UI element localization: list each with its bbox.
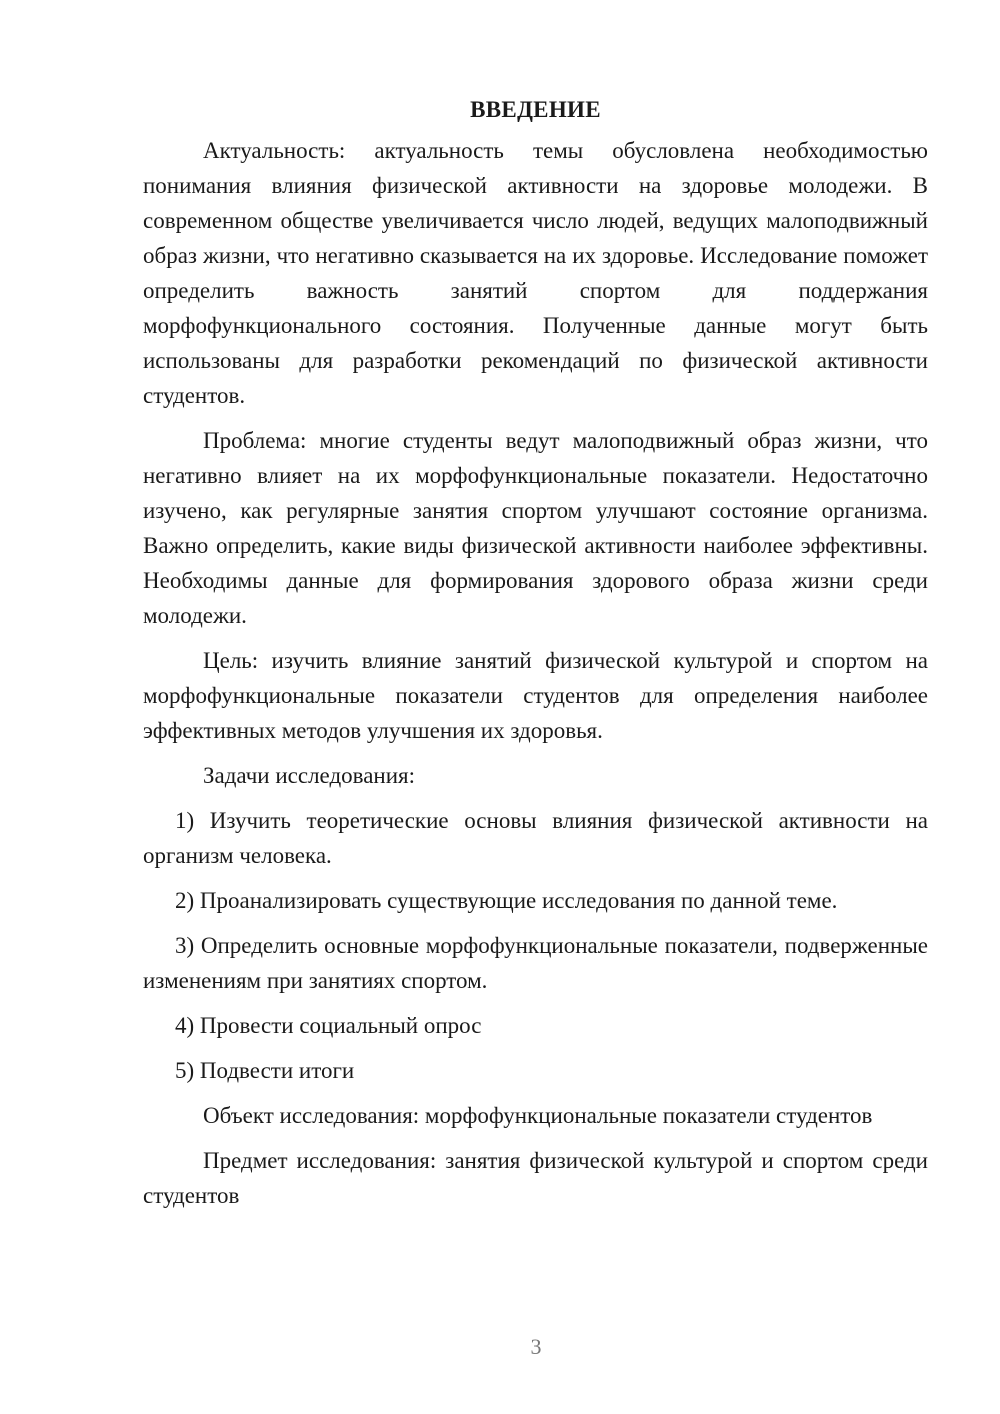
paragraph-problem: Проблема: многие студенты ведут малоподвижный образ жизни, что негативно влияет на их морфофункциональные показатели. Недостаточно изучено, как регулярные занятия спортом улучшают состояние организма. Важно определить, какие виды физической активности наиболее эффективны. Необходимы данные для формирования здорового образа жизни среди молодежи. (143, 428, 928, 628)
section-heading: ВВЕДЕНИЕ (470, 97, 601, 122)
paragraph-goal: Цель: изучить влияние занятий физической культурой и спортом на морфофункциональные показатели студентов для определения наиболее эффективных методов улучшения их здоровья. (143, 648, 928, 743)
paragraph-subject: Предмет исследования: занятия физической культурой и спортом среди студентов (143, 1148, 928, 1208)
task-item-2: 2) Проанализировать существующие исследования по данной теме. (175, 888, 838, 913)
tasks-heading: Задачи исследования: (203, 763, 416, 788)
paragraph-object: Объект исследования: морфофункциональные показатели студентов (203, 1103, 873, 1128)
page-content (143, 92, 928, 1213)
page-number: 3 (530, 1334, 542, 1359)
task-item-3: 3) Определить основные морфофункциональные показатели, подверженные изменениям при занятиях спортом. (143, 933, 928, 993)
task-item-5: 5) Подвести итоги (175, 1058, 355, 1083)
paragraph-relevance: Актуальность: актуальность темы обусловлена необходимостью понимания влияния физической активности на здоровье молодежи. В современном обществе увеличивается число людей, ведущих малоподвижный образ жизни, что негативно сказывается на их здоровье. Исследование поможет определить важность занятий спортом для поддержания морфофункционального состояния. Полученные данные могут быть использованы для разработки рекомендаций по физической активности студентов. (143, 138, 928, 408)
task-item-1: 1) Изучить теоретические основы влияния физической активности на организм человека. (143, 808, 928, 868)
task-item-4: 4) Провести социальный опрос (175, 1013, 482, 1038)
